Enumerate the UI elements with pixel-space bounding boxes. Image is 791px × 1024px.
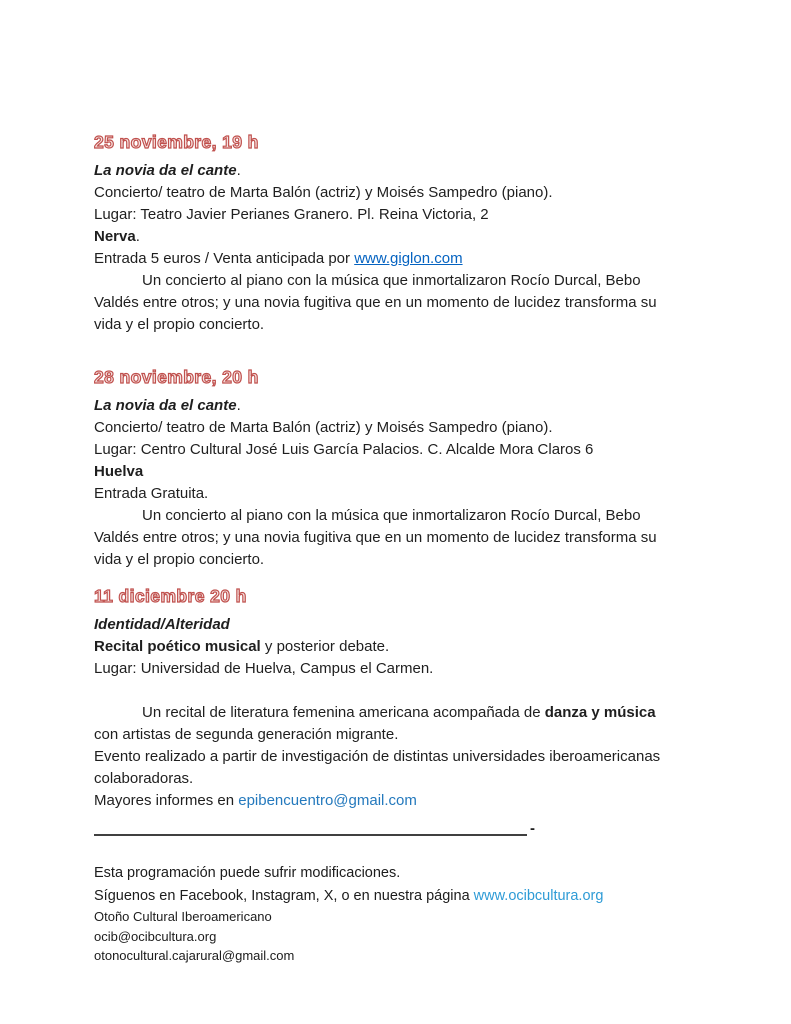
event-date-heading: 11 diciembre 20 h bbox=[94, 586, 247, 606]
event-performers: Concierto/ teatro de Marta Balón (actriz) y Moisés Sampedro (piano). bbox=[94, 419, 553, 436]
epibencuentro-email-link[interactable]: epibencuentro@gmail.com bbox=[238, 792, 417, 809]
event-section-28-noviembre bbox=[94, 366, 731, 571]
event-ticket-info: Entrada Gratuita. bbox=[94, 485, 209, 502]
event-description-line: Un recital de literatura femenina americana acompañada de danza y música bbox=[142, 704, 656, 721]
event-date-heading: 25 noviembre, 19 h bbox=[94, 132, 259, 152]
footer-disclaimer: Esta programación puede sufrir modificaciones. bbox=[94, 865, 401, 881]
event-title: La novia da el cante. bbox=[94, 162, 241, 179]
event-title: La novia da el cante. bbox=[94, 397, 241, 414]
event-performers: Concierto/ teatro de Marta Balón (actriz) y Moisés Sampedro (piano). bbox=[94, 184, 553, 201]
event-note-line: colaboradoras. bbox=[94, 770, 194, 787]
event-ticket-info: Entrada 5 euros / Venta anticipada por www.giglon.com bbox=[94, 250, 463, 267]
event-description-line: con artistas de segunda generación migrante. bbox=[94, 726, 399, 743]
footer-email-cajarural: otonocultural.cajarural@gmail.com bbox=[94, 948, 295, 963]
event-description-line: Valdés entre otros; y una novia fugitiva que en un momento de lucidez transforma su bbox=[94, 294, 657, 311]
event-subtitle: Recital poético musical y posterior debate. bbox=[94, 638, 390, 655]
footer-org-name: Otoño Cultural Iberoamericano bbox=[94, 909, 272, 924]
event-city: Nerva. bbox=[94, 228, 140, 245]
event-description-line: vida y el propio concierto. bbox=[94, 316, 265, 333]
event-description-line: Valdés entre otros; y una novia fugitiva que en un momento de lucidez transforma su bbox=[94, 529, 657, 546]
event-city: Huelva bbox=[94, 463, 144, 480]
divider-dash: - bbox=[530, 820, 535, 837]
giglon-link[interactable]: www.giglon.com bbox=[354, 250, 463, 267]
event-venue: Lugar: Centro Cultural José Luis García Palacios. C. Alcalde Mora Claros 6 bbox=[94, 441, 594, 458]
event-note-line: Evento realizado a partir de investigación de distintas universidades iberoamericanas bbox=[94, 748, 661, 765]
event-description-line: Un concierto al piano con la música que inmortalizaron Rocío Durcal, Bebo bbox=[142, 272, 641, 289]
event-venue: Lugar: Teatro Javier Perianes Granero. Pl. Reina Victoria, 2 bbox=[94, 206, 489, 223]
event-description-line: vida y el propio concierto. bbox=[94, 551, 265, 568]
footer-email-ocib: ocib@ocibcultura.org bbox=[94, 928, 217, 944]
footer bbox=[94, 862, 731, 966]
footer-social-line: Síguenos en Facebook, Instagram, X, o en nuestra página www.ocibcultura.org bbox=[94, 887, 604, 904]
event-venue: Lugar: Universidad de Huelva, Campus el Carmen. bbox=[94, 660, 434, 677]
event-title: Identidad/Alteridad bbox=[94, 616, 230, 633]
blank-line bbox=[94, 680, 731, 702]
ocibcultura-website-link[interactable]: www.ocibcultura.org bbox=[473, 887, 604, 904]
event-date-heading: 28 noviembre, 20 h bbox=[94, 367, 259, 387]
divider-rule bbox=[94, 823, 527, 836]
event-section-11-diciembre bbox=[94, 585, 731, 812]
event-section-25-noviembre bbox=[94, 131, 731, 336]
section-divider bbox=[94, 822, 731, 836]
event-description-line: Un concierto al piano con la música que inmortalizaron Rocío Durcal, Bebo bbox=[142, 507, 641, 524]
contact-info-line: Mayores informes en epibencuentro@gmail.com bbox=[94, 792, 417, 809]
